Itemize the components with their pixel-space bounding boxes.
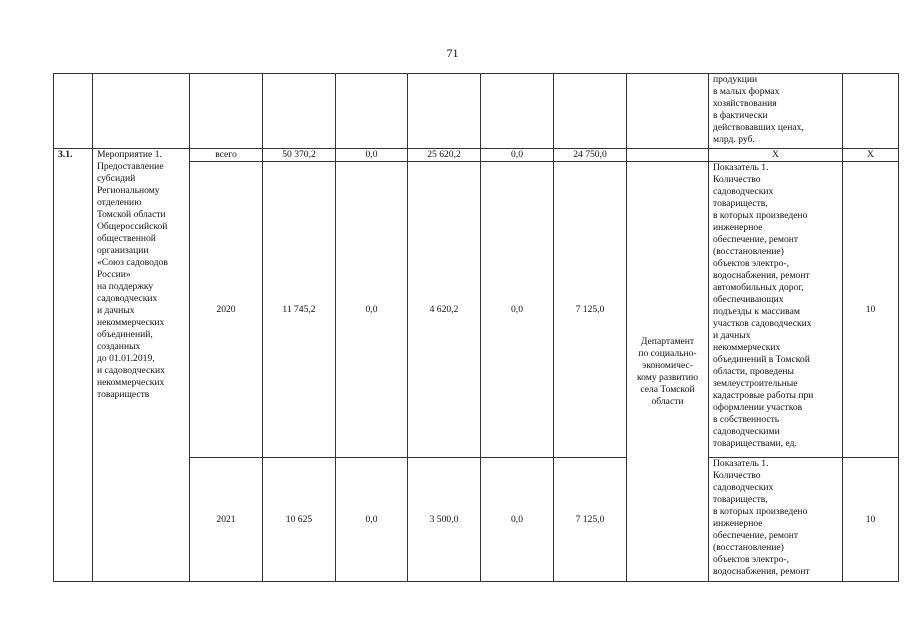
total-amount: 11 745,2 xyxy=(263,162,336,458)
extra-budget-amount: 7 125,0 xyxy=(554,458,627,582)
cell-empty xyxy=(627,74,709,149)
period-total-label: всего xyxy=(190,149,263,162)
regional-amount: 25 620,2 xyxy=(408,149,481,162)
cell-empty xyxy=(843,74,899,149)
cell-empty xyxy=(627,149,709,162)
cell-empty xyxy=(263,74,336,149)
cell-empty xyxy=(93,74,190,149)
cell-empty xyxy=(190,74,263,149)
total-amount: 50 370,2 xyxy=(263,149,336,162)
year-label: 2021 xyxy=(190,458,263,582)
federal-amount: 0,0 xyxy=(336,458,408,582)
total-amount: 10 625 xyxy=(263,458,336,582)
value-x: Х xyxy=(843,149,899,162)
cell-empty xyxy=(336,74,408,149)
federal-amount: 0,0 xyxy=(336,162,408,458)
page-number: 71 xyxy=(446,46,459,60)
program-table xyxy=(53,73,899,582)
continuation-row xyxy=(54,74,899,149)
indicator-x: Х xyxy=(709,149,843,162)
extra-budget-amount: 24 750,0 xyxy=(554,149,627,162)
local-amount: 0,0 xyxy=(481,458,554,582)
cell-empty xyxy=(408,74,481,149)
measure-name: Мероприятие 1. Предоставление субсидий Региональному отделению Томской области Общероссийской общественной организации «Союз садоводов России» на поддержку садоводческих и дачных некоммерческих объединений, созданных до 01.01.2019, и садоводческих некоммерческих товариществ xyxy=(93,149,190,582)
local-amount: 0,0 xyxy=(481,162,554,458)
indicator-value: 10 xyxy=(843,162,899,458)
total-row xyxy=(54,149,899,162)
regional-amount: 4 620,2 xyxy=(408,162,481,458)
executor: Департамент по социально- экономичес- кому развитию села Томской области xyxy=(627,162,709,582)
cell-empty xyxy=(481,74,554,149)
indicator-value: 10 xyxy=(843,458,899,582)
federal-amount: 0,0 xyxy=(336,149,408,162)
cell-empty xyxy=(554,74,627,149)
row-number: 3.1. xyxy=(54,149,93,582)
local-amount: 0,0 xyxy=(481,149,554,162)
indicator-continuation: продукции в малых формах хозяйствования в фактически действовавших ценах, млрд. руб. xyxy=(709,74,843,149)
extra-budget-amount: 7 125,0 xyxy=(554,162,627,458)
year-label: 2020 xyxy=(190,162,263,458)
indicator-text: Показатель 1. Количество садоводческих товариществ, в которых произведено инженерное обеспечение, ремонт (восстановление) объектов электро-, водоснабжения, ремонт xyxy=(709,458,843,582)
indicator-text: Показатель 1. Количество садоводческих товариществ, в которых произведено инженерное обеспечение, ремонт (восстановление) объектов электро-, водоснабжения, ремонт автомобильных дорог, обеспечивающих подъезды к массивам участков садоводческих и дачных некоммерческих объединений в Томской области, проведены землеустроительные кадастровые работы при оформлении участков в собственность садоводческими товариществами, ед. xyxy=(709,162,843,458)
regional-amount: 3 500,0 xyxy=(408,458,481,582)
cell-empty xyxy=(54,74,93,149)
